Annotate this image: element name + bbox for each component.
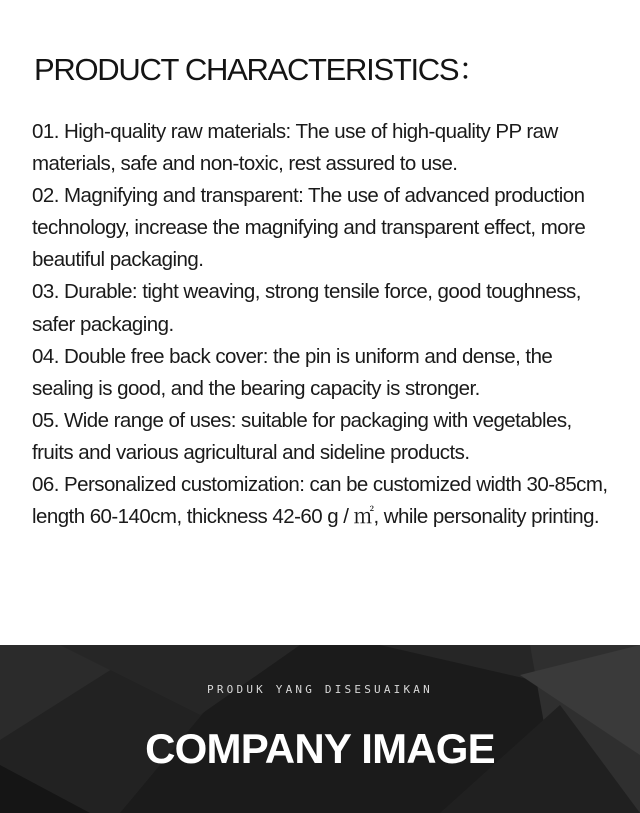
company-image-banner [0, 645, 640, 813]
list-item: 02. Magnifying and transparent: The use of advanced production technology, increase the magnifying and transparent effect, more beautiful packaging. [32, 184, 586, 272]
list-item: 03. Durable: tight weaving, strong tensile force, good toughness, safer packaging. [32, 280, 581, 336]
list-item: 05. Wide range of uses: suitable for packaging with vegetables, fruits and various agricultural and sideline products. [32, 408, 572, 464]
banner-subtitle: PRODUK YANG DISESUAIKAN [207, 683, 433, 696]
banner-title: COMPANY IMAGE [145, 725, 495, 772]
list-item: 04. Double free back cover: the pin is uniform and dense, the sealing is good, and the bearing capacity is stronger. [32, 344, 553, 400]
characteristics-list [32, 116, 610, 533]
section-heading: PRODUCT CHARACTERISTICS： [34, 52, 488, 87]
list-item: 06. Personalized customization: can be customized width 30-85cm, length 60-140cm, thickness 42-60 g / ㎡, while personality printing. [32, 473, 608, 529]
list-item: 01. High-quality raw materials: The use of high-quality PP raw materials, safe and non-toxic, rest assured to use. [32, 120, 558, 176]
